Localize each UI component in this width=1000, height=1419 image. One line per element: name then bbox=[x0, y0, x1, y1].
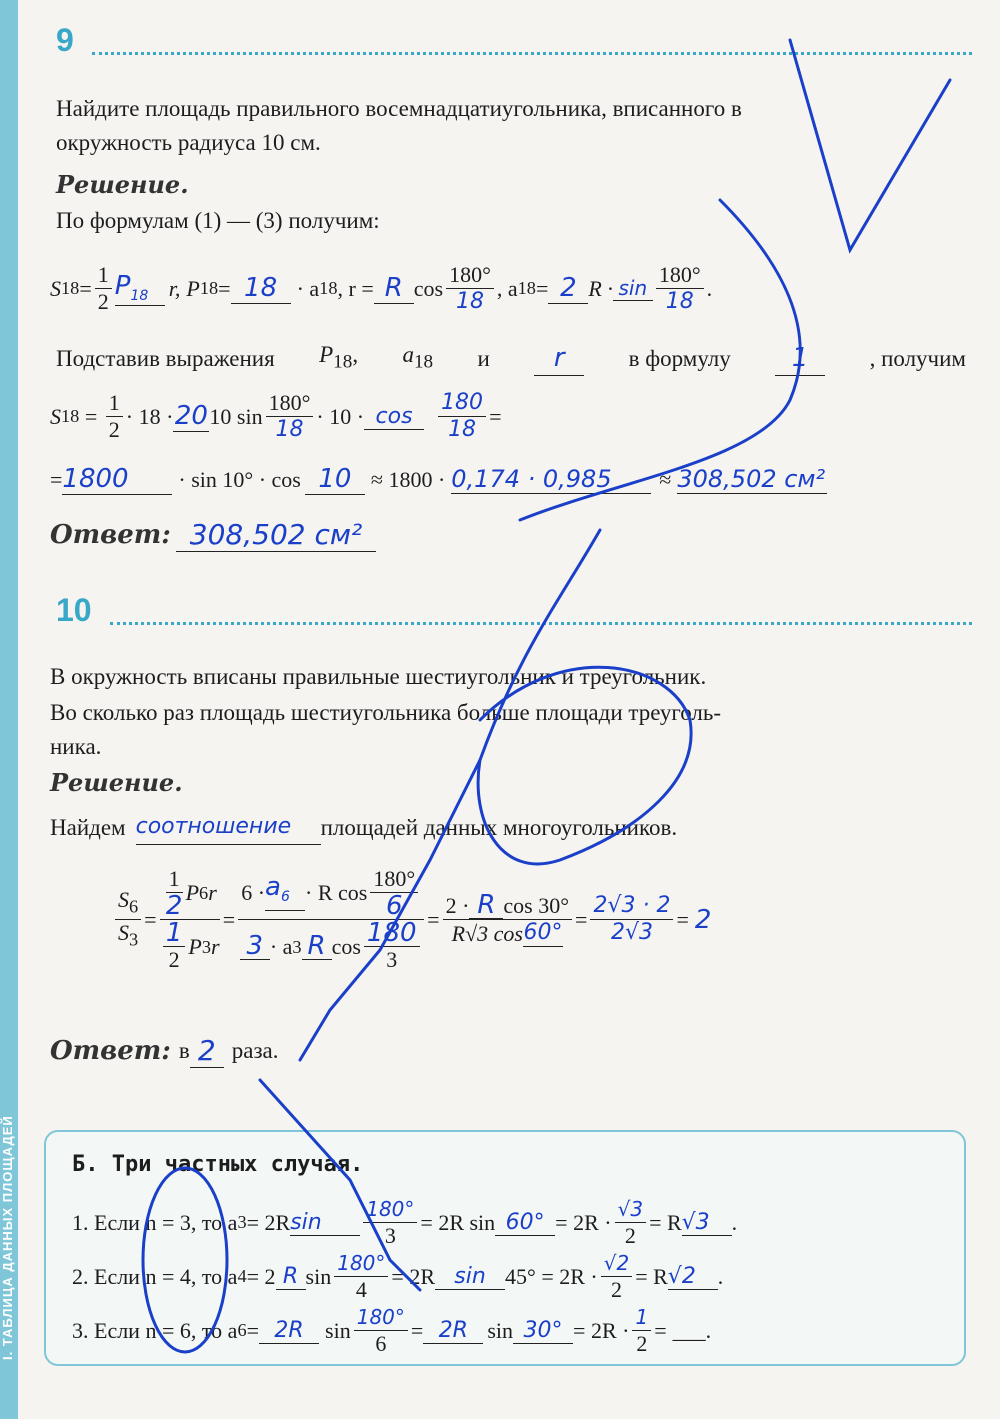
task-9-line2: Подставив выражения $P_{18}$, $a_{18}$ и r в формулу 1 , получим bbox=[56, 338, 966, 380]
hw-30[interactable]: 30° bbox=[513, 1318, 573, 1344]
hw-numerator[interactable]: 180° bbox=[334, 1250, 388, 1277]
hw-numerator[interactable]: 1 bbox=[163, 920, 186, 947]
text: ≈ 1800 · bbox=[370, 466, 446, 492]
approx: ≈ bbox=[659, 466, 672, 492]
denominator: 2 bbox=[636, 1331, 648, 1356]
pen-stroke-3 bbox=[260, 1080, 420, 1290]
subscript: 18 bbox=[333, 351, 353, 373]
numerator: 180° bbox=[370, 866, 418, 893]
pen-stroke-1 bbox=[517, 200, 800, 520]
text-end: , получим bbox=[869, 345, 966, 371]
equals: = bbox=[535, 275, 549, 301]
text: 2 · bbox=[445, 892, 470, 918]
subscript: 6 bbox=[199, 882, 209, 903]
text: = bbox=[410, 1317, 424, 1343]
denominator: 2 bbox=[97, 289, 109, 314]
hw-numerator[interactable]: 180° bbox=[354, 1304, 408, 1331]
hw-10[interactable]: 10 bbox=[305, 464, 365, 495]
hw-2R[interactable]: 2R bbox=[259, 1318, 319, 1344]
numerator: 180° bbox=[446, 262, 494, 289]
text: = 2R bbox=[246, 1209, 291, 1235]
task-9-answer-field[interactable]: 308,502 см² bbox=[176, 518, 376, 552]
hw-sub: 6 bbox=[280, 889, 290, 906]
subscript: 6 bbox=[237, 1320, 247, 1340]
pen-circle bbox=[143, 1168, 227, 1352]
text: = R bbox=[635, 1263, 668, 1289]
equals: = bbox=[50, 466, 63, 492]
task-9-formula1: S 18 = $\frac{1}{2}$ $P_{18}$ r, P 18 = 18 · a 18 , r = R cos $\frac{180^\circ}{18}$ , a 18 = 2 R · sin $\frac{180^\circ}{18}$ . bbox=[50, 262, 713, 314]
symbol-s: S bbox=[118, 886, 129, 912]
answer-field[interactable]: 2 bbox=[190, 1034, 224, 1068]
text: sin bbox=[487, 1317, 514, 1343]
numerator: 1 bbox=[166, 866, 183, 893]
hw-values[interactable]: 0,174 · 0,985 bbox=[451, 465, 651, 494]
task-10-statement-line3: ника. bbox=[50, 734, 102, 759]
task-10-solution-label: Решение. bbox=[50, 768, 183, 797]
task-9-statement-line2: окружность радиуса 10 см. bbox=[56, 130, 321, 155]
equals: = bbox=[575, 906, 588, 932]
text: · sin 10° · cos bbox=[178, 466, 301, 492]
hw-20[interactable]: 20 bbox=[174, 401, 208, 431]
hw-numerator[interactable]: 180 bbox=[364, 920, 420, 947]
text: · a bbox=[269, 933, 293, 959]
text: 10 sin bbox=[209, 403, 263, 429]
denominator: 2 bbox=[610, 1277, 622, 1302]
task-9-formula2: S 18 = $\frac{1}{2}$ · 18 · 20 10 sin $\frac{180^\circ}{18}$ · 10 · cos $\frac{180}{18}$ = bbox=[50, 390, 502, 442]
text: sin bbox=[305, 1263, 332, 1289]
task-9-statement-line1: Найдите площадь правильного восемнадцатиугольника, вписанного в bbox=[56, 96, 742, 121]
subscript: 6 bbox=[129, 896, 139, 916]
hw-denominator[interactable]: 18 bbox=[275, 417, 304, 442]
task-9-line1: По формулам (1) — (3) получим: bbox=[56, 208, 380, 233]
symbol-s: S bbox=[50, 275, 61, 301]
text: = 2R sin bbox=[420, 1209, 496, 1235]
numerator: 180° bbox=[266, 390, 314, 417]
symbol-p: P bbox=[185, 879, 200, 905]
symbol-p: P bbox=[186, 275, 200, 301]
answer-post: раза. bbox=[231, 1038, 279, 1063]
subscript: 4 bbox=[237, 1266, 247, 1286]
task-10-statement-line2: Во сколько раз площадь шестиугольника больше площади треуголь- bbox=[50, 700, 722, 725]
hw-1800[interactable]: 1800 bbox=[62, 464, 172, 495]
text: ___. bbox=[672, 1317, 712, 1343]
answer-label: Ответ: bbox=[50, 1036, 171, 1066]
subscript: 3 bbox=[237, 1212, 247, 1232]
subscript: 3 bbox=[129, 929, 139, 950]
subscript: 18 bbox=[61, 406, 80, 426]
denominator: 2 bbox=[108, 417, 120, 442]
hw-result[interactable]: 308,502 см² bbox=[677, 465, 827, 494]
hw-denominator[interactable]: 18 bbox=[665, 289, 694, 314]
text: = bbox=[246, 1317, 260, 1343]
subscript: 18 bbox=[319, 278, 338, 298]
text: cos bbox=[331, 933, 361, 959]
equals: = bbox=[489, 403, 502, 429]
hw-numerator[interactable]: 180° bbox=[363, 1196, 417, 1223]
text: · 10 · bbox=[316, 403, 365, 429]
text: = 2R · bbox=[555, 1209, 612, 1235]
numerator: 180° bbox=[656, 262, 704, 289]
denominator: 3 bbox=[386, 947, 398, 972]
subscript: 3 bbox=[292, 936, 302, 957]
equals: = bbox=[427, 906, 440, 932]
task-9-solution-label: Решение. bbox=[56, 170, 189, 199]
text: cos 30° bbox=[503, 892, 570, 918]
numerator: 1 bbox=[95, 262, 112, 289]
denominator: 2 bbox=[168, 947, 180, 972]
equals: = bbox=[144, 906, 157, 932]
hw-numerator[interactable]: 1 bbox=[632, 1304, 651, 1331]
task-10-number: 10 bbox=[56, 592, 92, 628]
task-9-answer-label: Ответ: bbox=[50, 520, 171, 550]
hw-sin[interactable]: sin bbox=[613, 276, 653, 301]
task-9-number: 9 bbox=[56, 22, 74, 58]
text: . bbox=[731, 1209, 738, 1235]
text: 45° = 2R · bbox=[505, 1263, 598, 1289]
hw-2[interactable]: 2 bbox=[548, 273, 588, 304]
equals: = bbox=[79, 275, 92, 301]
box-title: Б. Три частных случая. bbox=[72, 1152, 364, 1177]
text: 1. Если n = 3, то a bbox=[72, 1209, 238, 1235]
text-formula: в формулу bbox=[628, 345, 731, 371]
hw-R[interactable]: R bbox=[302, 933, 332, 960]
text: sin bbox=[325, 1317, 351, 1343]
equals: = bbox=[222, 906, 236, 932]
pen-strokes bbox=[143, 40, 950, 1352]
hw-denominator[interactable]: 18 bbox=[455, 289, 484, 314]
text: = 2R · bbox=[573, 1317, 630, 1343]
numerator: 1 bbox=[106, 390, 123, 417]
symbol-r: r bbox=[208, 879, 217, 905]
text: = R bbox=[649, 1209, 682, 1235]
pen-stroke-2 bbox=[300, 760, 480, 1060]
text-and: и bbox=[477, 345, 490, 371]
text: . bbox=[717, 1263, 724, 1289]
symbol-s: S bbox=[118, 920, 129, 945]
hw-R[interactable]: R bbox=[469, 892, 503, 919]
hw-numerator[interactable]: √3 bbox=[615, 1196, 646, 1223]
subscript: 18 bbox=[517, 278, 536, 298]
equals: = bbox=[676, 906, 689, 932]
hw-2R[interactable]: 2R bbox=[423, 1318, 483, 1344]
symbol-a: · a bbox=[296, 275, 320, 301]
text: = 2 bbox=[246, 1263, 276, 1289]
pen-loop bbox=[478, 530, 691, 864]
text: Найдем bbox=[50, 814, 126, 840]
text: R√3 cos bbox=[451, 920, 523, 946]
cos: cos bbox=[413, 275, 444, 301]
hw-r[interactable]: r bbox=[534, 341, 584, 376]
text: = 2R bbox=[391, 1263, 436, 1289]
denominator: 3 bbox=[384, 1223, 396, 1248]
numerator: 2√3 · 2 bbox=[590, 893, 673, 920]
text: 2. Если n = 4, то a bbox=[72, 1263, 238, 1289]
denominator: 18 bbox=[448, 417, 477, 442]
hw-sub: 18 bbox=[130, 288, 149, 305]
a-equals: , a bbox=[496, 275, 518, 301]
denominator: 2√3 bbox=[610, 920, 653, 945]
hw-final[interactable]: 2 bbox=[694, 904, 712, 935]
text: Подставив выражения bbox=[56, 345, 275, 371]
r-equals: , r = bbox=[337, 275, 374, 301]
side-tab-text: I. ТАБЛИЦА ДАННЫХ ПЛОЩАДЕЙ bbox=[0, 1115, 15, 1360]
text: · 18 · bbox=[125, 403, 174, 429]
symbol-s: S bbox=[50, 403, 61, 429]
text: · R cos bbox=[305, 879, 368, 905]
hw-60[interactable]: 60° bbox=[495, 1210, 555, 1236]
hw-18[interactable]: 18 bbox=[231, 273, 291, 304]
subscript: 3 bbox=[201, 936, 211, 957]
hw-cos[interactable]: cos bbox=[364, 404, 424, 430]
symbol-p: P bbox=[319, 342, 334, 367]
text: = bbox=[654, 1317, 667, 1343]
hw-R[interactable]: R bbox=[276, 1264, 306, 1290]
text: площадей данных многоугольников. bbox=[320, 814, 678, 840]
subscript: 18 bbox=[199, 278, 219, 298]
subscript: 18 bbox=[413, 351, 434, 373]
symbol-a: a bbox=[402, 342, 414, 367]
text: 3. Если n = 6, то a bbox=[72, 1317, 238, 1343]
denominator: 4 bbox=[355, 1277, 367, 1302]
hw-end[interactable]: √3 bbox=[682, 1210, 732, 1236]
hw-a: a bbox=[265, 871, 281, 902]
denominator: 6 bbox=[375, 1331, 387, 1356]
answer-pre: в bbox=[178, 1038, 190, 1063]
hw-denominator[interactable]: 2 bbox=[165, 891, 183, 921]
hw-60[interactable]: 60° bbox=[523, 920, 563, 945]
symbol-r: r bbox=[210, 933, 220, 959]
hw-denominator[interactable]: 6 bbox=[385, 891, 403, 921]
symbol-p: P bbox=[188, 933, 202, 959]
hw-sin[interactable]: sin bbox=[435, 1264, 505, 1290]
equals: = bbox=[218, 275, 231, 301]
hw-3[interactable]: 3 bbox=[240, 933, 270, 960]
task-10-statement-line1: В окружность вписаны правильные шестиугольник и треугольник. bbox=[50, 664, 707, 689]
hw-R[interactable]: R bbox=[374, 273, 414, 304]
pen-check-top bbox=[790, 40, 950, 250]
hw-sin[interactable]: sin bbox=[290, 1210, 360, 1236]
hw-ratio[interactable]: соотношение bbox=[136, 810, 321, 845]
hw-1[interactable]: 1 bbox=[775, 341, 825, 376]
hw-numerator[interactable]: √2 bbox=[601, 1250, 632, 1277]
hw-end[interactable]: √2 bbox=[668, 1264, 718, 1290]
hw-text: P bbox=[114, 271, 131, 302]
symbol-r: r, bbox=[168, 275, 181, 301]
symbol-R: R · bbox=[588, 275, 613, 301]
denominator: 2 bbox=[624, 1223, 636, 1248]
subscript: 18 bbox=[61, 278, 80, 298]
text: 6 · bbox=[241, 879, 266, 905]
numerator: 180 bbox=[438, 390, 486, 417]
